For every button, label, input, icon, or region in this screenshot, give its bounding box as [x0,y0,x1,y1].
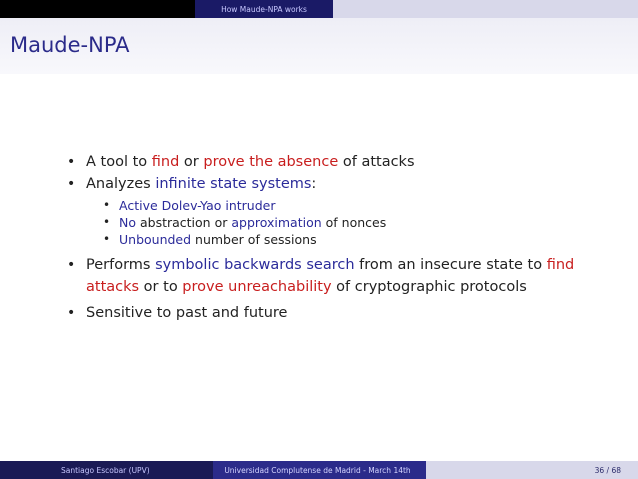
header-section[interactable] [195,0,333,18]
header-right [333,0,638,18]
section-title[interactable]: How Maude-NPA works [221,4,307,14]
bullet-icon: • [67,305,76,321]
text: : [311,176,317,192]
bullet-item-analyzes [66,173,606,195]
event-text: Universidad Complutense de Madrid - March 14th [224,465,411,475]
header-band [0,0,638,18]
structure-text: approximation [231,215,322,230]
text: Performs [86,257,156,273]
bullet-icon: • [67,257,76,273]
text: abstraction or [136,215,232,230]
sub-item-sessions [66,231,606,248]
structure-text: No [119,215,136,230]
alert-text: prove unreachability [182,279,332,295]
text: from an insecure state to [354,257,547,273]
author-text: Santiago Escobar (UPV) [61,465,150,475]
text: or to [139,279,183,295]
structure-text: Active Dolev-Yao intruder [119,198,276,213]
bullet-list [66,151,606,324]
alert-text: find [151,154,180,170]
header-left [0,0,195,18]
text: number of sessions [191,232,317,247]
sub-bullet-list [66,197,606,248]
footer-event [213,461,426,479]
page-number-text: 36 / 68 [594,465,621,475]
text: A tool to [86,154,152,170]
sub-item-intruder [66,197,606,214]
text: of attacks [338,154,415,170]
text: Sensitive to past and future [86,305,288,321]
structure-text: Unbounded [119,232,192,247]
bullet-icon: • [103,215,111,229]
text: or [179,154,204,170]
text: Analyzes [86,176,156,192]
sub-item-abstraction [66,214,606,231]
bullet-icon: • [67,176,76,192]
alert-text: prove the absence [203,154,339,170]
bullet-icon: • [103,198,111,212]
bullet-icon: • [67,154,76,170]
structure-text: symbolic backwards search [155,257,355,273]
bullet-item-tool [66,151,606,173]
structure-text: infinite state systems [155,176,312,192]
alert-text: attacks [86,279,140,295]
frame-title: Maude-NPA [10,33,130,57]
text: of nonces [321,215,387,230]
bullet-item-performs [66,254,606,298]
footer-page-number [426,461,638,479]
alert-text: find [546,257,575,273]
text: of cryptographic protocols [331,279,527,295]
footer-author [0,461,213,479]
bullet-item-sensitive [66,302,606,324]
footer-band [0,461,638,479]
bullet-icon: • [103,232,111,246]
